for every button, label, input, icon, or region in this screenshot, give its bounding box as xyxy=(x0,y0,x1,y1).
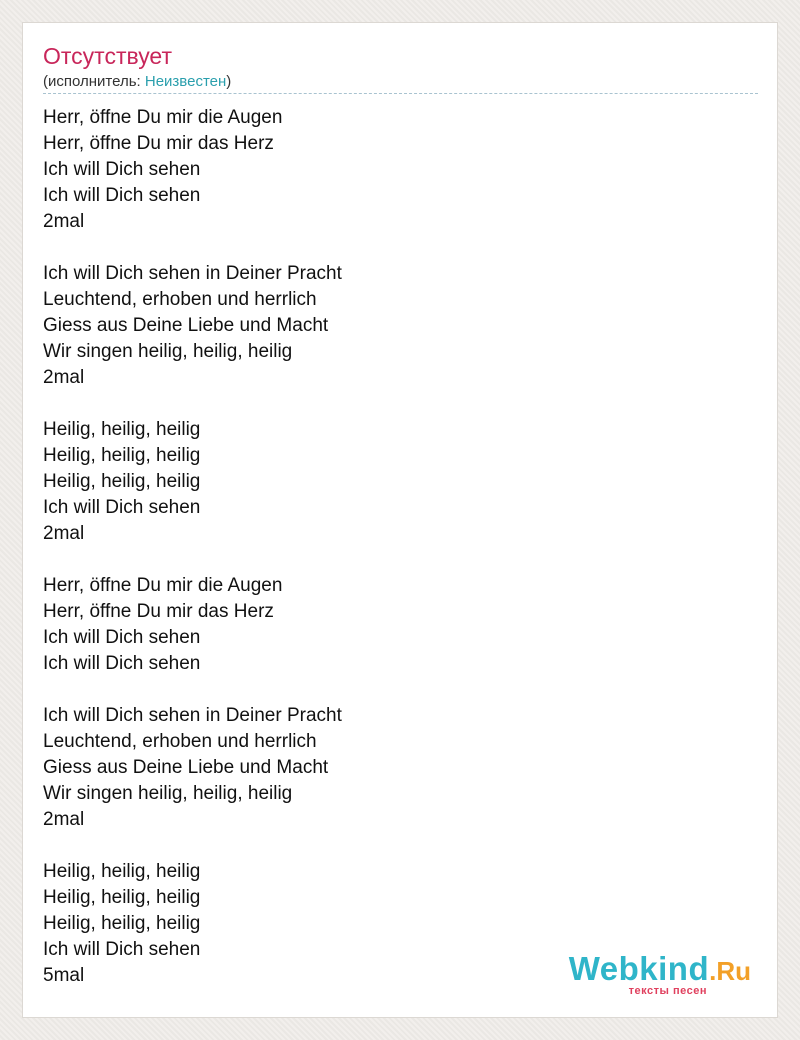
lyrics-text xyxy=(43,105,743,989)
lyric-line: 2mal xyxy=(43,367,85,388)
lyric-blank-line xyxy=(43,677,743,703)
lyric-blank-line xyxy=(43,235,743,261)
lyric-line: 2mal xyxy=(43,211,85,232)
logo-tagline: тексты песен xyxy=(628,985,707,997)
lyric-line: Ich will Dich sehen in Deiner Pracht xyxy=(43,705,342,726)
title-divider xyxy=(43,93,758,94)
lyric-line: Giess aus Deine Liebe und Macht xyxy=(43,757,329,778)
lyric-line: Wir singen heilig, heilig, heilig xyxy=(43,341,293,362)
lyric-line: Leuchtend, erhoben und herrlich xyxy=(43,289,317,310)
lyric-line: Ich will Dich sehen xyxy=(43,939,201,960)
lyric-blank-line xyxy=(43,391,743,417)
lyric-line: Ich will Dich sehen xyxy=(43,627,201,648)
lyric-line: Leuchtend, erhoben und herrlich xyxy=(43,731,317,752)
lyric-line: Herr, öffne Du mir das Herz xyxy=(43,601,274,622)
lyric-line: Herr, öffne Du mir das Herz xyxy=(43,133,274,154)
lyric-line: Wir singen heilig, heilig, heilig xyxy=(43,783,293,804)
logo-wordmark: Webkind xyxy=(568,950,710,987)
lyric-line: Heilig, heilig, heilig xyxy=(43,471,201,492)
lyrics-card xyxy=(22,22,778,1018)
lyric-line: Herr, öffne Du mir die Augen xyxy=(43,107,283,128)
lyric-line: 2mal xyxy=(43,523,85,544)
lyric-line: Heilig, heilig, heilig xyxy=(43,913,201,934)
artist-suffix: ) xyxy=(226,73,232,90)
lyric-line: Heilig, heilig, heilig xyxy=(43,445,201,466)
lyric-line: Heilig, heilig, heilig xyxy=(43,419,201,440)
site-logo[interactable] xyxy=(569,952,751,997)
lyric-blank-line xyxy=(43,833,743,859)
lyric-line: Ich will Dich sehen xyxy=(43,497,201,518)
artist-link[interactable]: Неизвестен xyxy=(144,73,227,90)
logo-domain: .Ru xyxy=(709,956,751,986)
lyric-line: Heilig, heilig, heilig xyxy=(43,861,201,882)
artist-line xyxy=(43,73,231,91)
lyric-line: 2mal xyxy=(43,809,85,830)
lyric-line: Ich will Dich sehen xyxy=(43,185,201,206)
lyric-line: Herr, öffne Du mir die Augen xyxy=(43,575,283,596)
lyric-line: Ich will Dich sehen xyxy=(43,653,201,674)
lyric-blank-line xyxy=(43,547,743,573)
lyric-line: Heilig, heilig, heilig xyxy=(43,887,201,908)
artist-prefix: (исполнитель: xyxy=(43,73,145,90)
lyric-line: Giess aus Deine Liebe und Macht xyxy=(43,315,329,336)
lyric-line: Ich will Dich sehen in Deiner Pracht xyxy=(43,263,342,284)
song-title: Отсутствует xyxy=(43,43,172,69)
lyric-line: 5mal xyxy=(43,965,85,986)
lyric-line: Ich will Dich sehen xyxy=(43,159,201,180)
